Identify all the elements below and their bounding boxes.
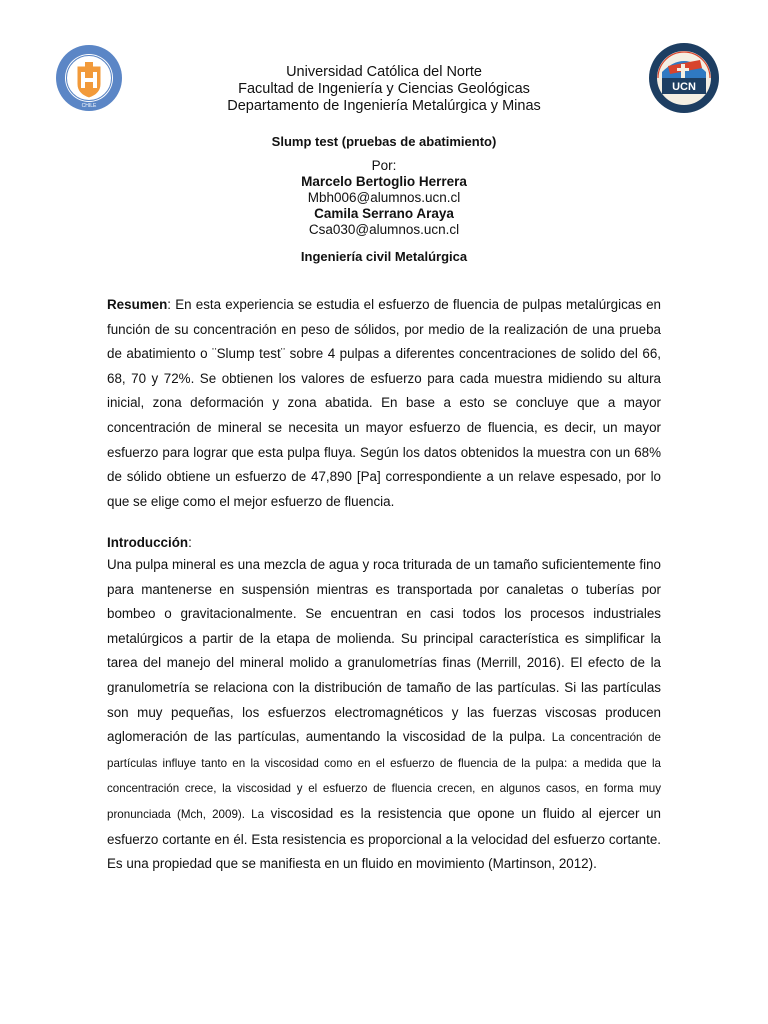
abstract-label: Resumen	[107, 297, 168, 312]
author-name-1: Marcelo Bertoglio Herrera	[301, 174, 467, 189]
byline	[0, 158, 768, 238]
introduction-heading	[107, 535, 192, 550]
abstract-text: : En esta experiencia se estudia el esfuerzo de fluencia de pulpas metalúrgicas en función de su concentración en peso de sólidos, por medio de la realización de una prueba de abatimiento o ¨Slump test¨ sobre 4 pulpas a diferentes concentraciones de solido del 66, 68, 70 y 72%. Se obtienen los valores de esfuerzo para cada muestra midiendo su altura inicial, zona deformación y zona abatida. En base a esto se concluye que a mayor concentración de mineral se necesita un mayor esfuerzo de fluencia, es decir, un mayor esfuerzo para lograr que esta pulpa fluya. Según los datos obtenidos la muestra con un 68% de sólido obtiene un esfuerzo de 47,890 [Pa] correspondiente a un relave espesado, por lo que se elige como el mejor esfuerzo de fluencia.	[107, 297, 661, 509]
introduction-paragraph	[107, 553, 661, 877]
institution-header	[0, 64, 768, 115]
abstract-paragraph	[107, 293, 661, 514]
introduction-text-part2: La concentración de partículas influye tanto en la viscosidad como en el esfuerzo de fluencia de la pulpa: a medida que la concentración crece, la viscosidad y el esfuerzo de fluencia crecen, en algunos casos, en forma muy pronunciada (Mch, 2009). La	[107, 731, 662, 821]
introduction-text-part3: viscosidad es la resistencia que opone un fluido al ejercer un esfuerzo cortante en él. Esta resistencia es proporcional a la velocidad del esfuerzo cortante. Es una propiedad que se manifiesta en un fluido en movimiento (Martinson, 2012).	[107, 805, 662, 872]
faculty-name: Facultad de Ingeniería y Ciencias Geológicas	[238, 81, 530, 97]
author-email-2: Csa030@alumnos.ucn.cl	[308, 222, 460, 237]
university-name: Universidad Católica del Norte	[286, 64, 482, 80]
department-name: Departamento de Ingeniería Metalúrgica y Minas	[227, 98, 541, 114]
svg-text:CHILE: CHILE	[81, 103, 97, 109]
introduction-text-part1: Una pulpa mineral es una mezcla de agua y roca triturada de un tamaño suficientemente fino para mantenerse en suspensión mientras es transportada por canaletas o tuberías por bombeo o gravitacionalmente. Se encuentran en casi todos los procesos industriales metalúrgicos a partir de la etapa de molienda. Su principal característica es simplificar la tarea del manejo del mineral molido a granulometrías finas (Merrill, 2016). El efecto de la granulometría se relaciona con la distribución de tamaño de las partículas. Si las partículas son muy pequeñas, los esfuerzos electromagnéticos y las fuerzas viscosas producen aglomeración de las partículas, aumentando la viscosidad de la pulpa.	[107, 557, 661, 745]
document-title: Slump test (pruebas de abatimiento)	[271, 134, 497, 149]
introduction-heading-text: Introducción	[107, 535, 189, 550]
author-name-2: Camila Serrano Araya	[314, 206, 454, 221]
introduction-heading-colon: :	[188, 535, 192, 550]
svg-text:UCN: UCN	[672, 81, 696, 93]
career-name: Ingeniería civil Metalúrgica	[300, 249, 468, 264]
author-email-1: Mbh006@alumnos.ucn.cl	[307, 190, 461, 205]
byline-por: Por:	[371, 158, 397, 173]
